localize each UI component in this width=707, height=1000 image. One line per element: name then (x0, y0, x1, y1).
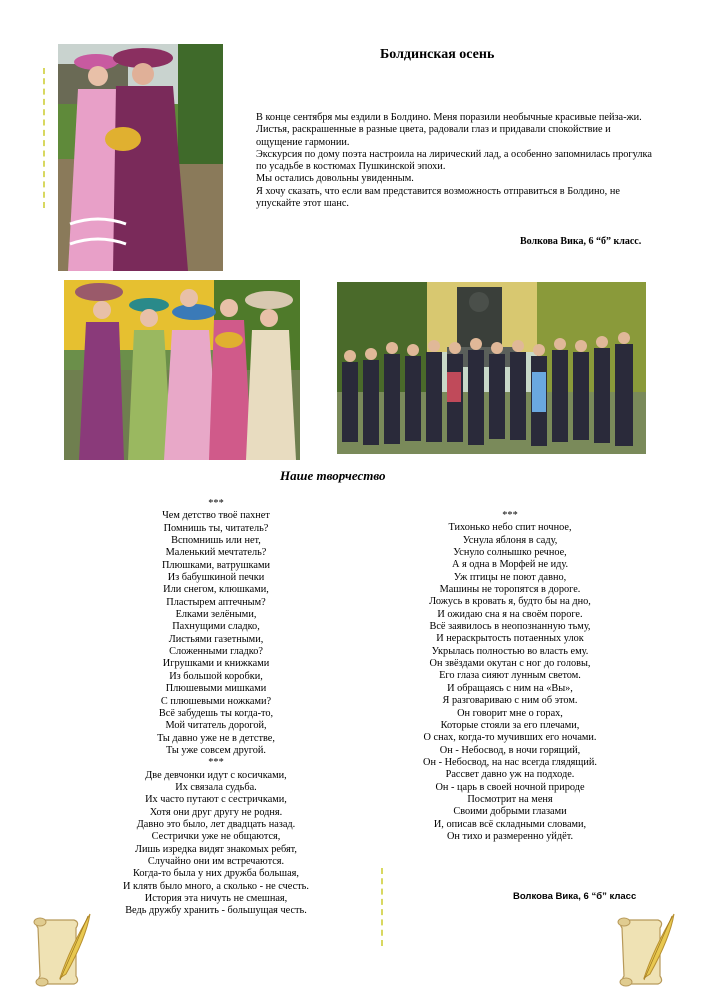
poem-line: Плюшевыми мишками (165, 683, 267, 695)
poem-line: *** (208, 498, 224, 509)
poem-line: Ты давно уже не в детстве, (157, 732, 275, 744)
poem-line: Которые стояли за его плечами, (440, 719, 580, 731)
poem-line: Давно это было, лет двадцать назад. (136, 818, 296, 830)
poem-line: История эта ничуть не смешная, (144, 893, 288, 904)
poem-line: Две девчонки идут с косичками, (145, 769, 287, 781)
poem-line: Уж птицы не поют давно, (453, 571, 567, 583)
poem-line: Ведь дружбу хранить - большущая честь. (125, 905, 307, 917)
photo-girls-in-costumes (64, 280, 300, 460)
intro-paragraph: Экскурсия по дому поэта настроила на лирический лад, а особенно запомнилась прогулка по усадьбе в костюмах Пушкинской эпохи. (256, 148, 652, 173)
poem-line: Его глаза сияют лунным светом. (439, 670, 581, 682)
poem-line: Своими добрыми глазами (453, 806, 567, 818)
poem-line: Он говорит мне о горах, (457, 707, 563, 719)
poem-line: О снах, когда-то мучивших его ночами. (423, 732, 597, 744)
poem-line: И клятв было много, а сколько - не счесть. (123, 880, 309, 892)
poem-line: Всё забудешь ты когда-то, (158, 707, 274, 719)
poem-line: Пахнущими сладко, (172, 621, 260, 633)
poem-line: И, описав всё складными словами, (433, 818, 587, 830)
author-signature-bottom: Волкова Вика, 6 “б” класс (513, 891, 637, 902)
poem-line: А я одна в Морфей не иду. (451, 559, 569, 571)
intro-text (256, 112, 656, 210)
poem-line: Когда-то была у них дружба большая, (133, 868, 299, 880)
intro-paragraph: Я хочу сказать, что если вам представится возможность отправиться в Болдино, не упускайте этот шанс. (256, 185, 620, 210)
poem-line: Он - Небосвод, в ночи горящий, (439, 744, 581, 756)
intro-paragraph: Мы остались довольны увиденным. (256, 173, 414, 185)
poem-line: Он - Небосвод, на нас всегда глядящий. (423, 756, 597, 768)
poem-line: Рассвет давно уж на подходе. (445, 769, 575, 781)
poem-line: И нераскрытость потаенных улок (436, 633, 584, 645)
poem-line: Или снегом, клюшками, (163, 584, 269, 596)
poem-line: Листьями газетными, (168, 633, 264, 645)
photo-group-at-monument (337, 282, 646, 454)
decorative-dashed-line (381, 868, 383, 946)
poem-line: Я разговариваю с ним об этом. (442, 695, 578, 707)
scroll-quill-icon (30, 908, 94, 990)
poems-left-column (86, 498, 346, 918)
poem-line: С плюшевыми ножками? (160, 695, 272, 707)
photo-two-girls-in-costumes (58, 44, 223, 271)
poem-line: Елками зелёными, (175, 609, 257, 621)
poem-line: И обращаясь с ним на «Вы», (447, 682, 573, 694)
poem-line: Лишь изредка видят знакомых ребят, (135, 843, 297, 855)
poem-line: Всё заявилось в неопознанную тьму, (429, 621, 591, 633)
poem-line: Пластырем аптечным? (166, 596, 266, 608)
section-title: Наше творчество (280, 468, 386, 483)
poem-line: Укрылась полностью во власть ему. (431, 645, 589, 657)
poem-line: Их связала судьба. (175, 781, 257, 793)
poem-line: Он - царь в своей ночной природе (435, 781, 585, 793)
poem-line: Он звёздами окутан с ног до головы, (429, 658, 591, 670)
poem-line: Помнишь ты, читатель? (163, 522, 269, 534)
poem-line: Тихонько небо спит ночное, (448, 522, 572, 534)
poem-line: Он тихо и размеренно уйдёт. (446, 830, 574, 842)
poem-line: Мой читатель дорогой, (165, 720, 267, 732)
intro-paragraph: В конце сентября мы ездили в Болдино. Меня поразили необычные красивые пейза-жи. Листья, раскрашенные в разные цвета, радовали глаз и придавали спокойствие и ощущение гармонии. (256, 112, 642, 148)
poem-line: Случайно они им встречаются. (147, 855, 285, 867)
poem-line: Ты уже совсем другой. (166, 744, 266, 756)
poem-line: *** (208, 757, 224, 769)
poem-line: Уснула яблоня в саду, (462, 534, 558, 546)
decorative-dashed-line (43, 68, 45, 208)
poem-line: Ложусь в кровать я, будто бы на дно, (429, 596, 591, 608)
poem-line: Вспомнишь или нет, (171, 535, 261, 547)
poem-line: Маленький мечтатель? (165, 547, 267, 559)
page-title: Болдинская осень (380, 47, 495, 62)
poem-line: Из большой коробки, (169, 670, 263, 682)
poem-line: Их часто путают с сестричками, (145, 794, 287, 806)
poems-right-column (380, 510, 640, 843)
poem-line: Из бабушкиной печки (167, 572, 265, 584)
poem-line: Хотя они друг другу не родня. (149, 806, 283, 818)
poem-line: Сестрички уже не общаются, (151, 831, 281, 843)
poem-line: Посмотрит на меня (467, 793, 553, 805)
poem-line: Машины не торопятся в дороге. (439, 584, 581, 596)
poem-line: И ожидаю сна я на своём пороге. (437, 608, 583, 620)
poem-line: Чем детство твоё пахнет (162, 510, 270, 522)
poem-line: Сложенными гладко? (169, 646, 263, 658)
poem-line: Плюшками, ватрушками (162, 559, 270, 571)
author-signature: Волкова Вика, 6 “б” класс. (520, 236, 642, 247)
poem-line: Уснуло солнышко речное, (453, 547, 567, 559)
poem-line: Игрушками и книжками (162, 658, 270, 670)
poem-line: *** (502, 510, 518, 521)
scroll-quill-icon (614, 908, 678, 990)
